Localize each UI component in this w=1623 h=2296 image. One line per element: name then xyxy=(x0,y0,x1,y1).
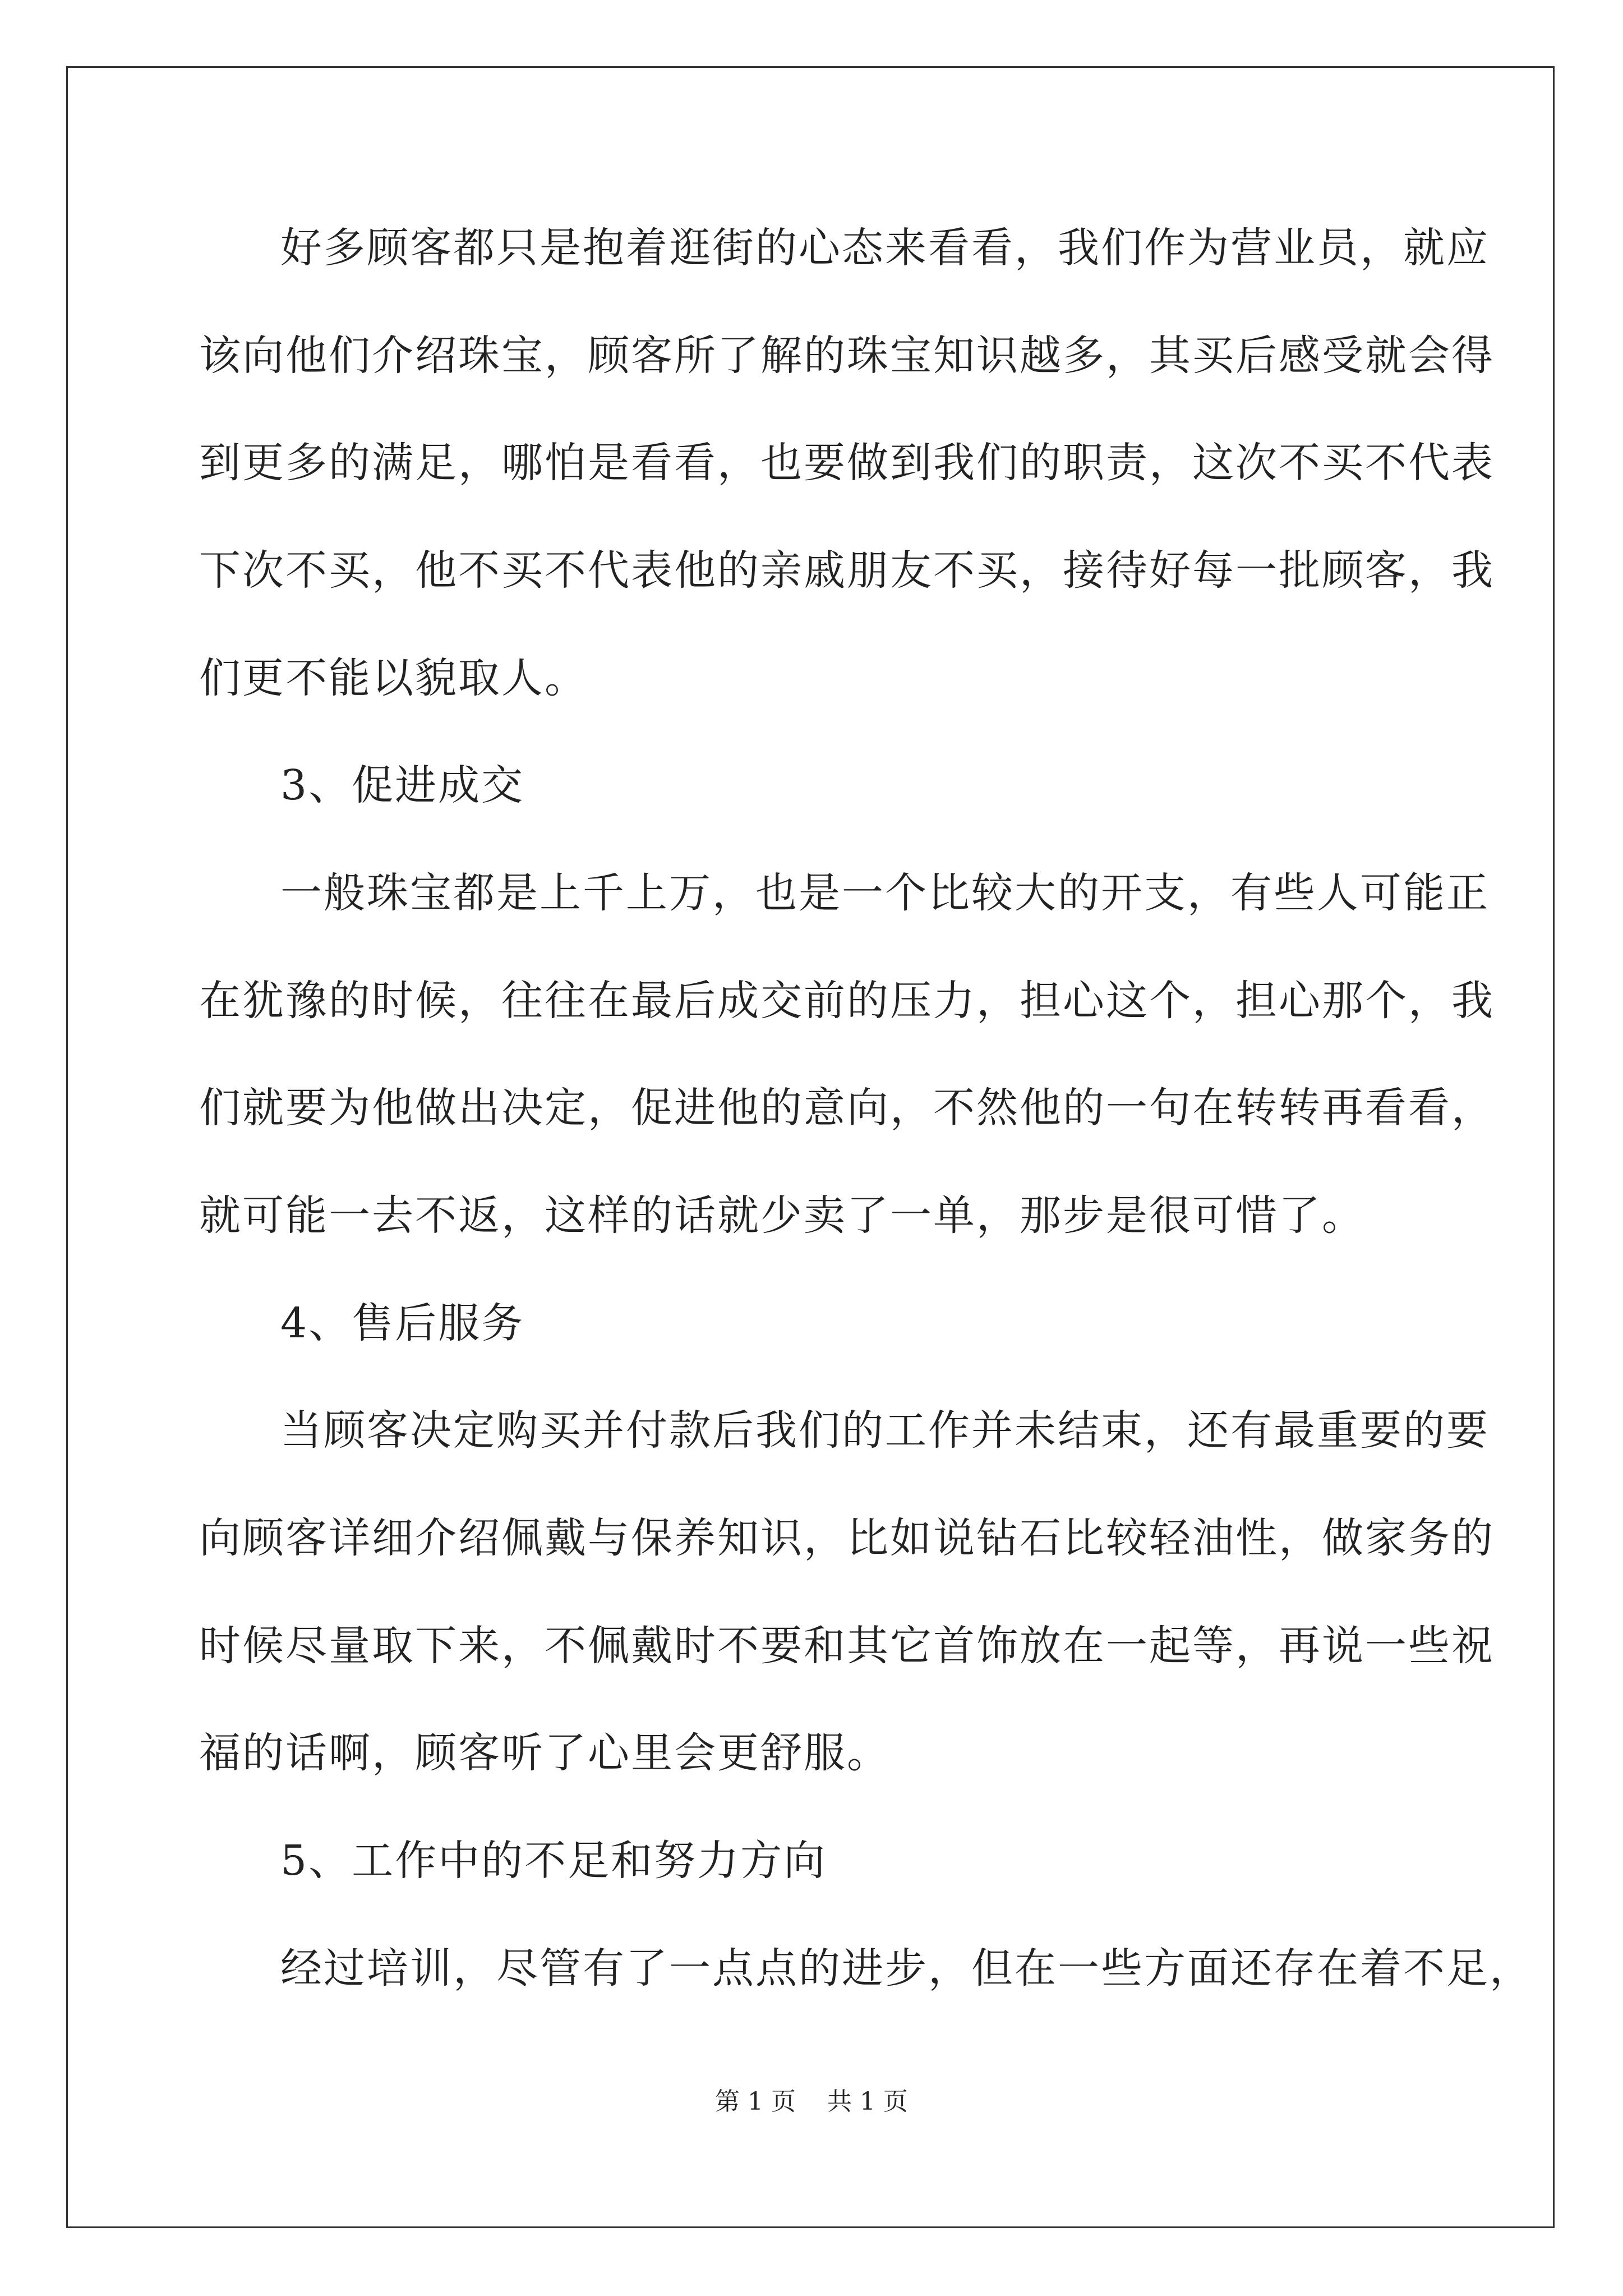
paragraph-4-line-1: 经过培训，尽管有了一点点的进步，但在一些方面还存在着不足， xyxy=(280,1944,1533,1993)
page-border xyxy=(66,66,1555,2228)
section-heading-3: 3、促进成交 xyxy=(280,761,525,809)
paragraph-1-line-3: 到更多的满足，哪怕是看看，也要做到我们的职责，这次不买不代表 xyxy=(199,439,1495,487)
paragraph-3-line-3: 时候尽量取下来，不佩戴时不要和其它首饰放在一起等，再说一些祝 xyxy=(199,1622,1495,1670)
paragraph-3-line-2: 向顾客详细介绍佩戴与保养知识，比如说钻石比较轻油性，做家务的 xyxy=(199,1514,1495,1562)
paragraph-1-line-4: 下次不买，他不买不代表他的亲戚朋友不买，接待好每一批顾客，我 xyxy=(199,546,1495,595)
paragraph-1-line-5: 们更不能以貌取人。 xyxy=(199,654,588,702)
page-number-footer: 第 1 页 共 1 页 xyxy=(715,2087,908,2116)
section-heading-5: 5、工作中的不足和努力方向 xyxy=(280,1837,827,1885)
paragraph-2-line-4: 就可能一去不返，这样的话就少卖了一单，那步是很可惜了。 xyxy=(199,1191,1365,1240)
paragraph-1-line-1: 好多顾客都只是抱着逛街的心态来看看，我们作为营业员，就应 xyxy=(280,224,1490,272)
paragraph-1-line-2: 该向他们介绍珠宝，顾客所了解的珠宝知识越多，其买后感受就会得 xyxy=(199,332,1495,380)
paragraph-3-line-1: 当顾客决定购买并付款后我们的工作并未结束，还有最重要的要 xyxy=(280,1406,1490,1455)
paragraph-2-line-2: 在犹豫的时候，往往在最后成交前的压力，担心这个，担心那个，我 xyxy=(199,977,1495,1025)
section-heading-4: 4、售后服务 xyxy=(280,1299,525,1347)
paragraph-2-line-1: 一般珠宝都是上千上万，也是一个比较大的开支，有些人可能正 xyxy=(280,869,1490,917)
paragraph-2-line-3: 们就要为他做出决定，促进他的意向，不然他的一句在转转再看看， xyxy=(199,1084,1495,1132)
paragraph-3-line-4: 福的话啊，顾客听了心里会更舒服。 xyxy=(199,1729,890,1777)
